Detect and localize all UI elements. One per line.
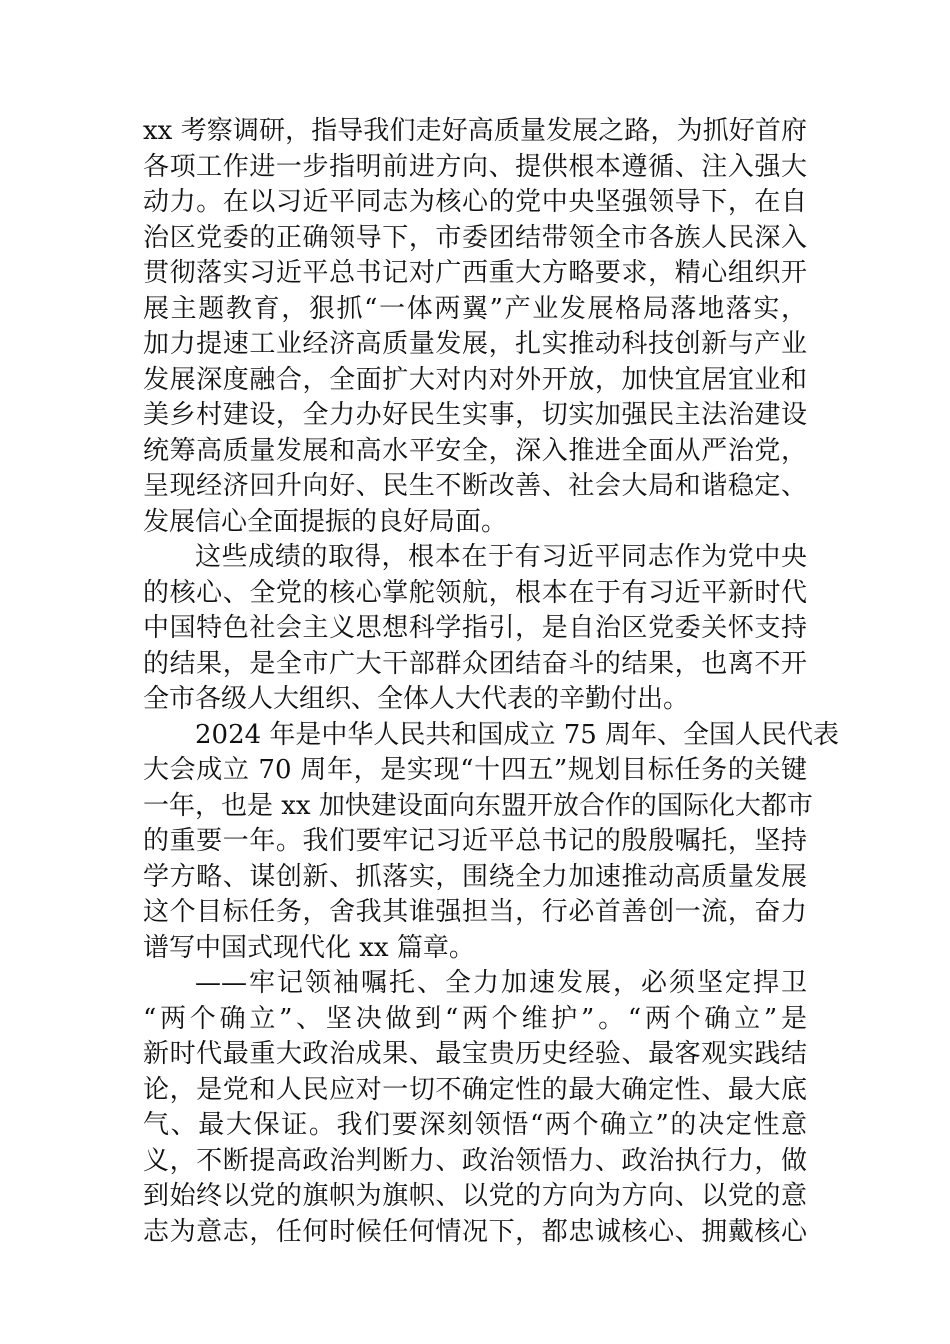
paragraph: [143, 114, 807, 540]
paragraph-line: 全市各级人大组织、全体人大代表的辛勤付出。: [143, 684, 690, 714]
paragraph-line: 谱写中国式现代化 xx 篇章。: [143, 932, 475, 963]
paragraph-line: 大会成立 70 周年，是实现“十四五”规划目标任务的关键: [143, 755, 807, 785]
paragraph-line: 中国特色社会主义思想科学指引，是自治区党委关怀支持: [143, 613, 807, 643]
paragraph-line: 的重要一年。我们要牢记习近平总书记的殷殷嘱托，坚持: [143, 826, 807, 856]
paragraph-line: 新时代最重大政治成果、最宝贵历史经验、最客观实践结: [143, 1039, 807, 1069]
paragraph-line: 这些成绩的取得，根本在于有习近平同志作为党中央: [195, 542, 807, 572]
paragraph-line: 呈现经济回升向好、民生不断改善、社会大局和谐稳定、: [143, 471, 807, 501]
paragraph-line: 义，不断提高政治判断力、政治领悟力、政治执行力，做: [143, 1145, 807, 1176]
paragraph-line: 2024 年是中华人民共和国成立 75 周年、全国人民代表: [195, 719, 840, 750]
paragraph-line: 各项工作进一步指明前进方向、提供根本遵循、注入强大: [143, 151, 807, 182]
document-body: [143, 114, 840, 1250]
paragraph: [143, 718, 840, 967]
paragraph-line: 动力。在以习近平同志为核心的党中央坚强领导下，在自: [143, 187, 807, 217]
paragraph-line: 到始终以党的旗帜为旗帜、以党的方向为方向、以党的意: [143, 1181, 807, 1211]
paragraph-line: 治区党委的正确领导下，市委团结带领全市各族人民深入: [143, 222, 807, 253]
paragraph: [143, 540, 807, 718]
paragraph-line: 加力提速工业经济高质量发展，扎实推动科技创新与产业: [143, 329, 807, 359]
paragraph-line: 一年，也是 xx 加快建设面向东盟开放合作的国际化大都市: [143, 790, 813, 821]
paragraph-line: ——牢记领袖嘱托、全力加速发展，必须坚定捍卫: [195, 968, 807, 998]
paragraph-line: 志为意志，任何时候任何情况下，都忠诚核心、拥戴核心: [143, 1216, 807, 1247]
paragraph: [143, 966, 807, 1250]
paragraph-line: 展主题教育，狠抓“一体两翼”产业发展格局落地落实，: [143, 293, 807, 324]
paragraph-line: 贯彻落实习近平总书记对广西重大方略要求，精心组织开: [143, 258, 807, 288]
paragraph-line: “两个确立”、坚决做到“两个维护”。“两个确立”是: [143, 1003, 807, 1034]
paragraph-line: 发展信心全面提振的良好局面。: [143, 506, 508, 537]
paragraph-line: 学方略、谋创新、抓落实，围绕全力加速推动高质量发展: [143, 861, 807, 892]
paragraph-line: 气、最大保证。我们要深刻领悟“两个确立”的决定性意: [143, 1110, 807, 1140]
paragraph-line: 的结果，是全市广大干部群众团结奋斗的结果，也离不开: [143, 648, 807, 679]
paragraph-line: 的核心、全党的核心掌舵领航，根本在于有习近平新时代: [143, 577, 807, 608]
paragraph-line: xx 考察调研，指导我们走好高质量发展之路，为抓好首府: [143, 116, 807, 146]
paragraph-line: 统筹高质量发展和高水平安全，深入推进全面从严治党，: [143, 435, 807, 466]
paragraph-line: 美乡村建设，全力办好民生实事，切实加强民主法治建设: [143, 400, 807, 430]
paragraph-line: 论，是党和人民应对一切不确定性的最大确定性、最大底: [143, 1074, 807, 1105]
paragraph-line: 这个目标任务，舍我其谁强担当，行必首善创一流，奋力: [143, 897, 807, 927]
paragraph-line: 发展深度融合，全面扩大对内对外开放，加快宜居宜业和: [143, 364, 807, 395]
